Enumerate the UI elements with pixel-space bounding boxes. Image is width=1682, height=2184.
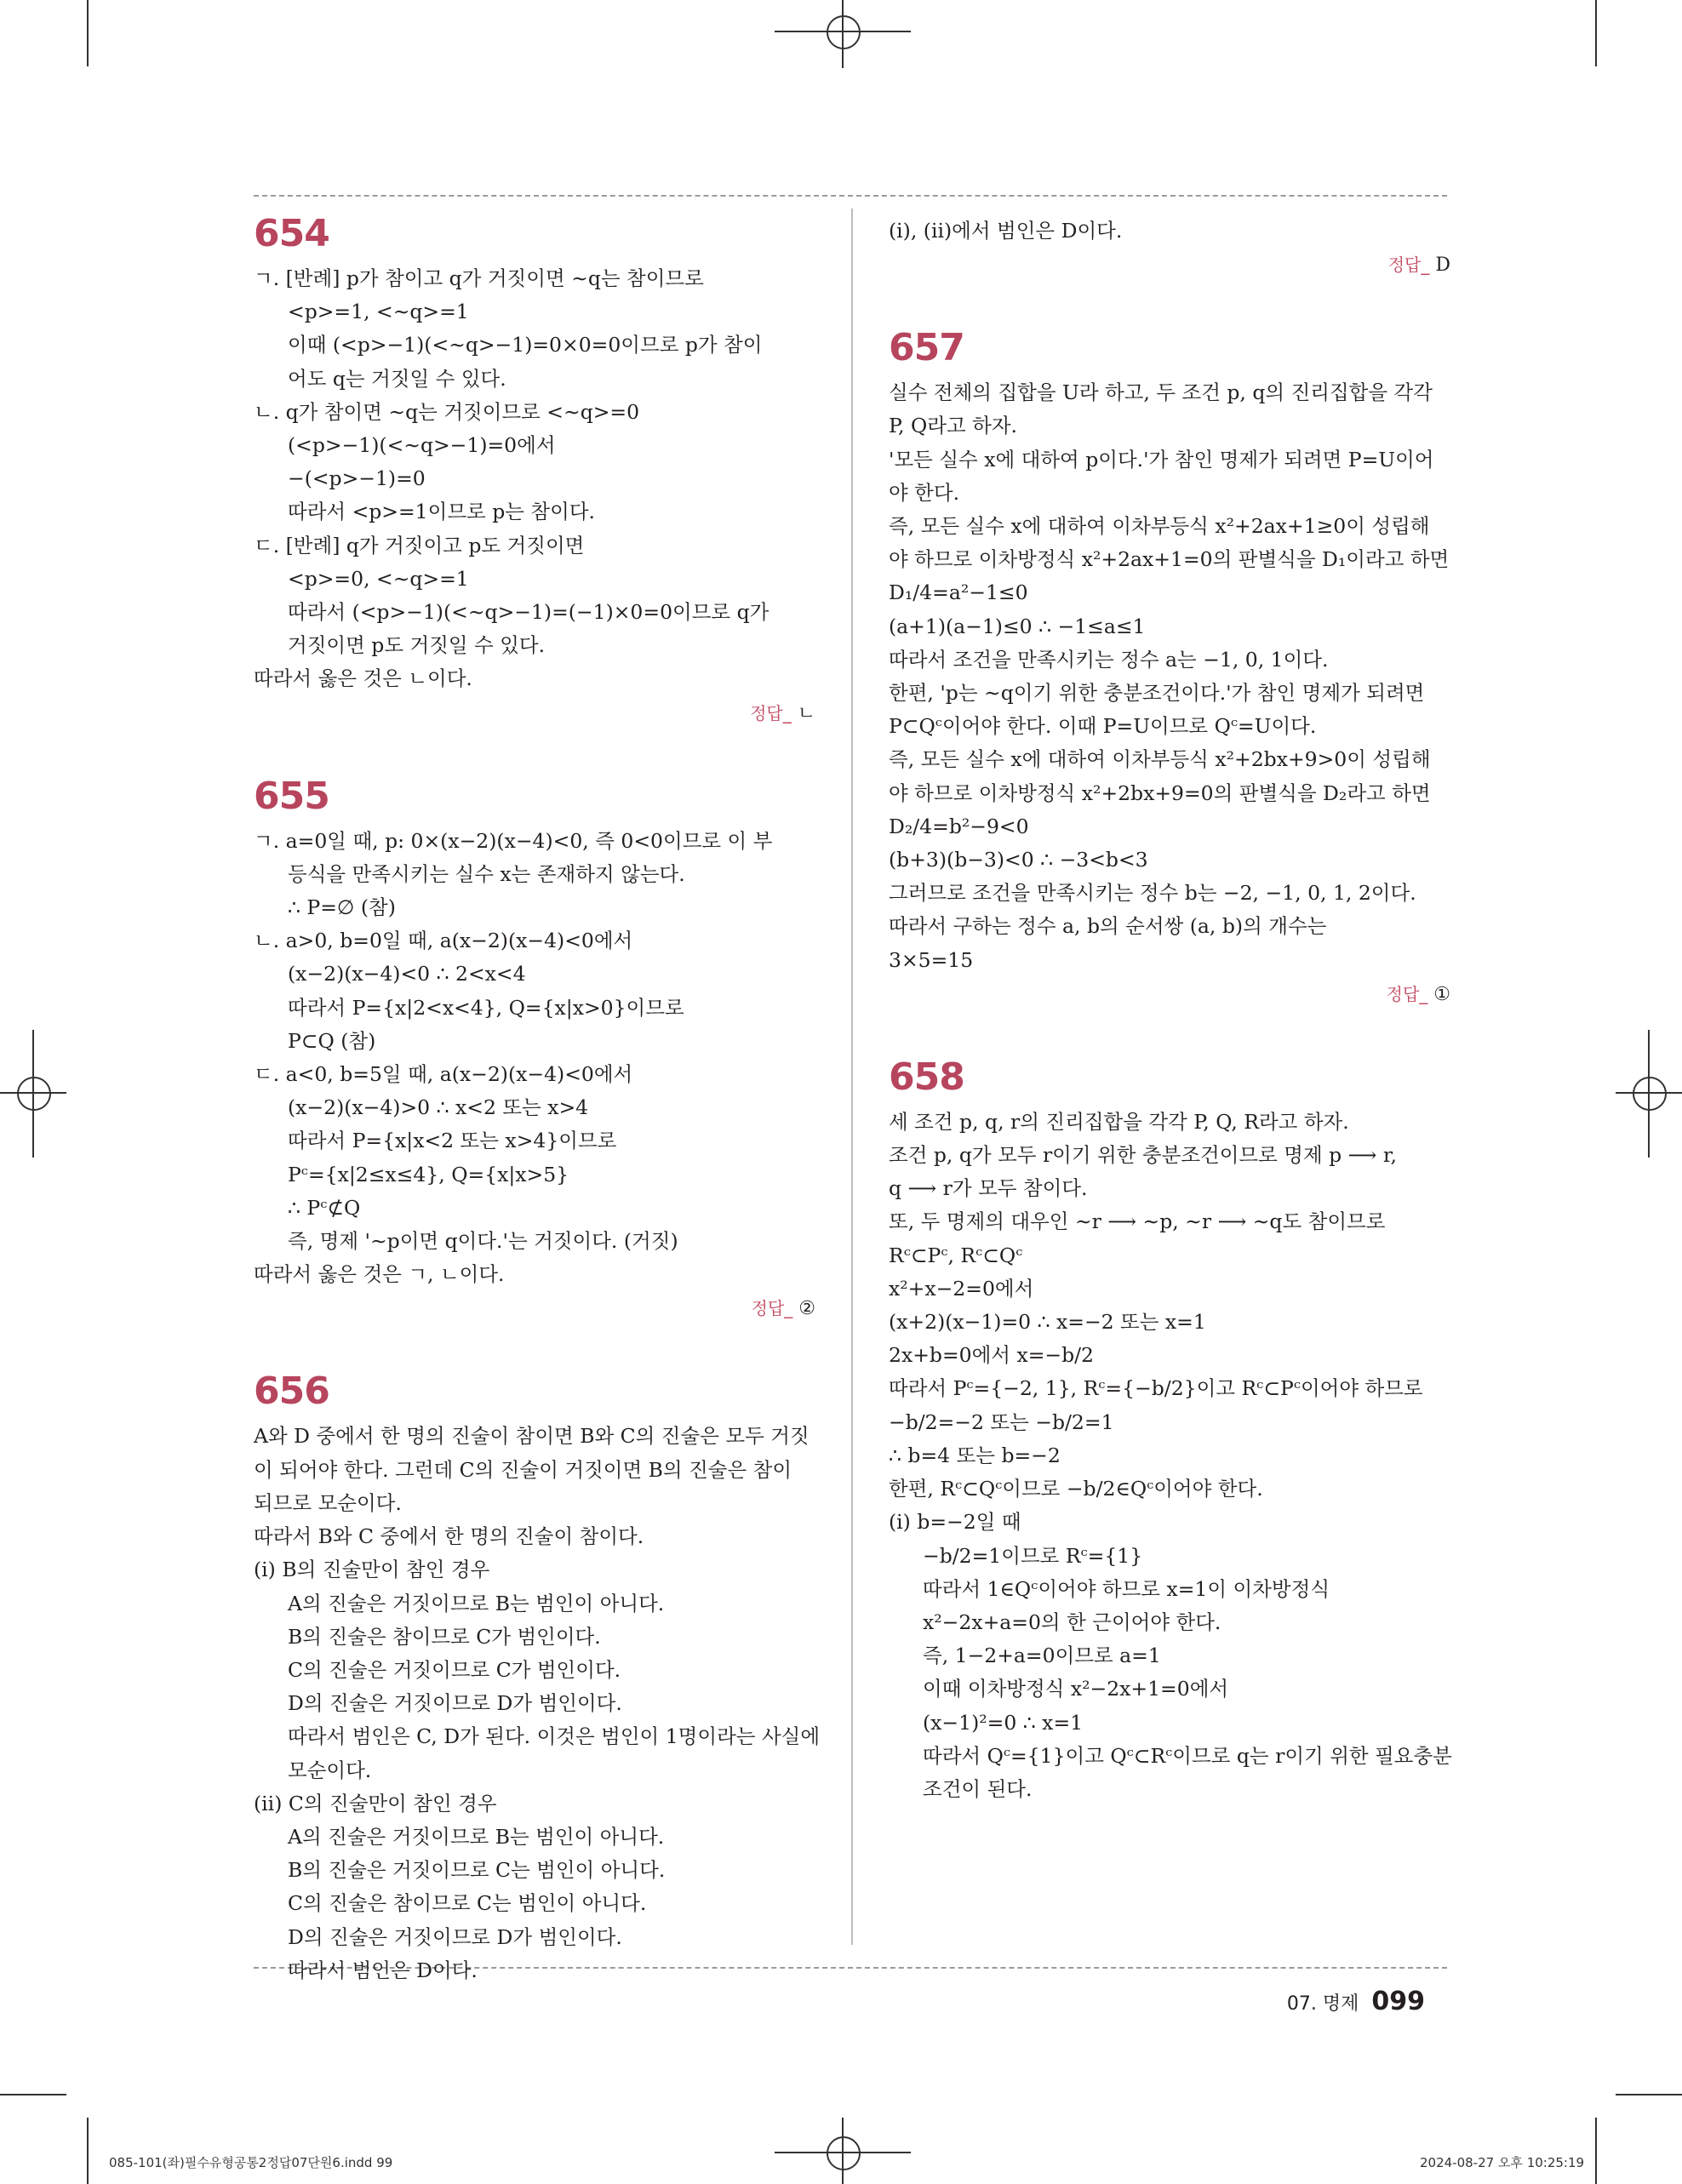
solution-line: ㄴ. a>0, b=0일 때, a(x−2)(x−4)<0에서	[254, 929, 633, 953]
problem-number: 658	[889, 1055, 964, 1099]
solution-line: D₁/4=a²−1≤0	[889, 580, 1028, 605]
solution-line: x²+x−2=0에서	[889, 1276, 1034, 1301]
answer-value: ②	[798, 1298, 815, 1320]
top-dashed-rule	[254, 195, 1447, 197]
registration-mark	[827, 2136, 861, 2170]
solution-line: x²−2x+a=0의 한 근이어야 한다.	[923, 1609, 1221, 1634]
solution-line: Pᶜ={x|2≤x≤4}, Q={x|x>5}	[288, 1162, 569, 1186]
solution-line: <p>=1, <∼q>=1	[288, 300, 469, 324]
solution-line: 따라서 <p>=1이므로 p는 참이다.	[288, 500, 595, 524]
solution-line: −b/2=−2 또는 −b/2=1	[889, 1409, 1114, 1434]
page-number: 099	[1371, 1987, 1425, 2016]
solution-line: D의 진술은 거짓이므로 D가 범인이다.	[288, 1924, 622, 1949]
problem-number: 655	[254, 774, 329, 818]
solution-line: D의 진술은 거짓이므로 D가 범인이다.	[288, 1691, 622, 1716]
solution-line: (x−2)(x−4)>0 ∴ x<2 또는 x>4	[288, 1095, 589, 1120]
solution-line: 야 한다.	[889, 480, 960, 505]
problem-654	[254, 206, 815, 731]
registration-mark	[1633, 1077, 1667, 1111]
solution-line: 따라서 옳은 것은 ㄱ, ㄴ이다.	[254, 1262, 505, 1287]
solution-line: A의 진술은 거짓이므로 B는 범인이 아니다.	[288, 1824, 665, 1849]
solution-line: 따라서 P={x|2<x<4}, Q={x|x>0}이므로	[288, 995, 684, 1020]
solution-line: 따라서 옳은 것은 ㄴ이다.	[254, 666, 472, 691]
solution-line: 조건이 된다.	[923, 1776, 1033, 1801]
solution-line: 따라서 (<p>−1)(<∼q>−1)=(−1)×0=0이므로 q가	[288, 600, 769, 625]
case-heading: (ⅱ) C의 진술만이 참인 경우	[254, 1791, 497, 1815]
solution-line: 즉, 명제 '∼p이면 q이다.'는 거짓이다. (거짓)	[288, 1229, 678, 1254]
left-column	[254, 206, 821, 1987]
answer-label: 정답_	[1386, 983, 1428, 1004]
column-divider	[851, 209, 853, 1945]
answer-value: D	[1435, 254, 1450, 277]
solution-line: Rᶜ⊂Pᶜ, Rᶜ⊂Qᶜ	[889, 1243, 1023, 1267]
solution-line: 3×5=15	[889, 947, 974, 972]
solution-line: 야 하므로 이차방정식 x²+2bx+9=0의 판별식을 D₂라고 하면	[889, 780, 1431, 805]
case-heading: (ⅰ) b=−2일 때	[889, 1510, 1021, 1535]
solution-line: q ⟶ r가 모두 참이다.	[889, 1176, 1088, 1201]
solution-line: 세 조건 p, q, r의 진리집합을 각각 P, Q, R라고 하자.	[889, 1109, 1349, 1134]
solution-line: 거짓이면 p도 거짓일 수 있다.	[288, 633, 546, 658]
solution-line: ㄴ. q가 참이면 ∼q는 거짓이므로 <∼q>=0	[254, 399, 640, 424]
problem-number: 656	[254, 1369, 329, 1414]
solution-line: 한편, 'p는 ∼q이기 위한 충분조건이다.'가 참인 명제가 되려면	[889, 681, 1425, 706]
solution-line: 2x+b=0에서 x=−b/2	[889, 1343, 1094, 1368]
solution-line: (b+3)(b−3)<0 ∴ −3<b<3	[889, 848, 1148, 872]
solution-line: B의 진술은 거짓이므로 C는 범인이 아니다.	[288, 1858, 666, 1883]
solution-line: 실수 전체의 집합을 U라 하고, 두 조건 p, q의 진리집합을 각각	[889, 380, 1433, 405]
solution-line: ∴ P=∅ (참)	[288, 895, 396, 920]
solution-line: 또, 두 명제의 대우인 ∼r ⟶ ∼p, ∼r ⟶ ∼q도 참이므로	[889, 1209, 1386, 1234]
solution-line: 모순이다.	[288, 1758, 372, 1782]
print-slug-file: 085-101(좌)필수유형공통2정답07단원6.indd 99	[109, 2155, 393, 2170]
solution-line: A와 D 중에서 한 명의 진술이 참이면 B와 C의 진술은 모두 거짓	[254, 1424, 810, 1449]
solution-line: 따라서 조건을 만족시키는 정수 a는 −1, 0, 1이다.	[889, 647, 1329, 672]
solution-line: 이 되어야 한다. 그런데 C의 진술이 거짓이면 B의 진술은 참이	[254, 1457, 792, 1482]
solution-line: 조건 p, q가 모두 r이기 위한 충분조건이므로 명제 p ⟶ r,	[889, 1143, 1397, 1168]
solution-line: A의 진술은 거짓이므로 B는 범인이 아니다.	[288, 1591, 665, 1615]
print-slug-timestamp: 2024-08-27 오후 10:25:19	[1420, 2155, 1585, 2170]
registration-mark	[17, 1077, 51, 1111]
crop-mark	[1595, 0, 1597, 66]
solution-line: C의 진술은 참이므로 C는 범인이 아니다.	[288, 1891, 647, 1916]
crop-mark	[87, 2118, 89, 2184]
solution-line: '모든 실수 x에 대하여 p이다.'가 참인 명제가 되려면 P=U이어	[889, 447, 1434, 472]
crop-mark	[1616, 2094, 1682, 2095]
solution-line: (a+1)(a−1)≤0 ∴ −1≤a≤1	[889, 614, 1146, 638]
crop-mark	[87, 0, 89, 66]
solution-line: ∴ Pᶜ⊄Q	[288, 1195, 361, 1220]
problem-656	[254, 1364, 821, 1987]
chapter-label: 07. 명제	[1286, 1993, 1359, 2015]
answer-label: 정답_	[751, 1298, 793, 1319]
solution-line: (ⅰ), (ⅱ)에서 범인은 D이다.	[889, 219, 1123, 243]
answer-line	[254, 696, 815, 731]
problem-656-continued	[889, 214, 1450, 283]
answer-label: 정답_	[750, 702, 792, 723]
answer-line	[889, 248, 1450, 283]
answer-value: ㄴ	[797, 702, 815, 724]
registration-mark	[827, 15, 861, 49]
page-footer	[1287, 1987, 1425, 2016]
crop-mark	[0, 2094, 66, 2095]
answer-line	[889, 977, 1450, 1012]
solution-line: 따라서 범인은 D이다.	[288, 1958, 478, 1982]
solution-line: 따라서 Pᶜ={−2, 1}, Rᶜ={−b/2}이고 Rᶜ⊂Pᶜ이어야 하므로	[889, 1376, 1423, 1401]
solution-line: 따라서 범인은 C, D가 된다. 이것은 범인이 1명이라는 사실에	[288, 1724, 821, 1749]
answer-value: ①	[1433, 983, 1450, 1005]
solution-line: ㄱ. a=0일 때, p: 0×(x−2)(x−4)<0, 즉 0<0이므로 이 부	[254, 828, 773, 853]
solution-line: 어도 q는 거짓일 수 있다.	[288, 366, 506, 391]
solution-line: (x−1)²=0 ∴ x=1	[923, 1710, 1084, 1735]
right-column	[889, 214, 1450, 1806]
solution-line: 따라서 Qᶜ={1}이고 Qᶜ⊂Rᶜ이므로 q는 r이기 위한 필요충분	[923, 1743, 1452, 1768]
solution-line: B의 진술은 참이므로 C가 범인이다.	[288, 1624, 601, 1649]
problem-number: 654	[254, 212, 329, 255]
solution-line: 즉, 1−2+a=0이므로 a=1	[923, 1644, 1161, 1668]
solution-line: P, Q라고 하자.	[889, 414, 1017, 438]
solution-line: (<p>−1)(<∼q>−1)=0에서	[288, 433, 556, 458]
solution-line: P⊂Q (참)	[288, 1028, 376, 1053]
answer-line	[254, 1291, 815, 1326]
solution-line: −b/2=1이므로 Rᶜ={1}	[923, 1543, 1143, 1568]
solution-line: 이때 (<p>−1)(<∼q>−1)=0×0=0이므로 p가 참이	[288, 333, 763, 357]
solution-line: 따라서 B와 C 중에서 한 명의 진술이 참이다.	[254, 1524, 644, 1549]
solution-line: 따라서 구하는 정수 a, b의 순서쌍 (a, b)의 개수는	[889, 914, 1327, 939]
solution-line: 따라서 1∈Qᶜ이어야 하므로 x=1이 이차방정식	[923, 1576, 1330, 1601]
solution-line: (x+2)(x−1)=0 ∴ x=−2 또는 x=1	[889, 1310, 1206, 1335]
solution-line: (x−2)(x−4)<0 ∴ 2<x<4	[288, 962, 526, 986]
solution-line: 따라서 P={x|x<2 또는 x>4}이므로	[288, 1129, 617, 1153]
solution-line: 즉, 모든 실수 x에 대하여 이차부등식 x²+2bx+9>0이 성립해	[889, 747, 1431, 772]
solution-line: ㄷ. [반례] q가 거짓이고 p도 거짓이면	[254, 533, 585, 557]
solution-line: P⊂Qᶜ이어야 한다. 이때 P=U이므로 Qᶜ=U이다.	[889, 714, 1317, 739]
solution-line: 이때 이차방정식 x²−2x+1=0에서	[923, 1677, 1229, 1701]
solution-line: 등식을 만족시키는 실수 x는 존재하지 않는다.	[288, 861, 685, 886]
solution-line: 야 하므로 이차방정식 x²+2ax+1=0의 판별식을 D₁이라고 하면	[889, 547, 1450, 572]
crop-mark	[1595, 2118, 1597, 2184]
answer-label: 정답_	[1387, 254, 1430, 276]
solution-line: D₂/4=b²−9<0	[889, 814, 1029, 838]
solution-line: <p>=0, <∼q>=1	[288, 566, 469, 591]
solution-line: C의 진술은 거짓이므로 C가 범인이다.	[288, 1657, 621, 1682]
case-heading: (ⅰ) B의 진술만이 참인 경우	[254, 1558, 490, 1582]
solution-line: ∴ b=4 또는 b=−2	[889, 1443, 1061, 1467]
solution-line: −(<p>−1)=0	[288, 466, 426, 491]
problem-658	[889, 1049, 1450, 1806]
problem-657	[889, 320, 1450, 1012]
solution-line: ㄱ. [반례] p가 참이고 q가 거짓이면 ∼q는 참이므로	[254, 266, 704, 290]
solution-line: 즉, 모든 실수 x에 대하여 이차부등식 x²+2ax+1≥0이 성립해	[889, 514, 1430, 539]
problem-number: 657	[889, 326, 964, 370]
solution-line: ㄷ. a<0, b=5일 때, a(x−2)(x−4)<0에서	[254, 1062, 633, 1087]
solution-line: 되므로 모순이다.	[254, 1490, 402, 1515]
solution-line: 그러므로 조건을 만족시키는 정수 b는 −2, −1, 0, 1, 2이다.	[889, 881, 1416, 906]
solution-line: 한편, Rᶜ⊂Qᶜ이므로 −b/2∈Qᶜ이어야 한다.	[889, 1477, 1263, 1501]
problem-655	[254, 769, 815, 1327]
